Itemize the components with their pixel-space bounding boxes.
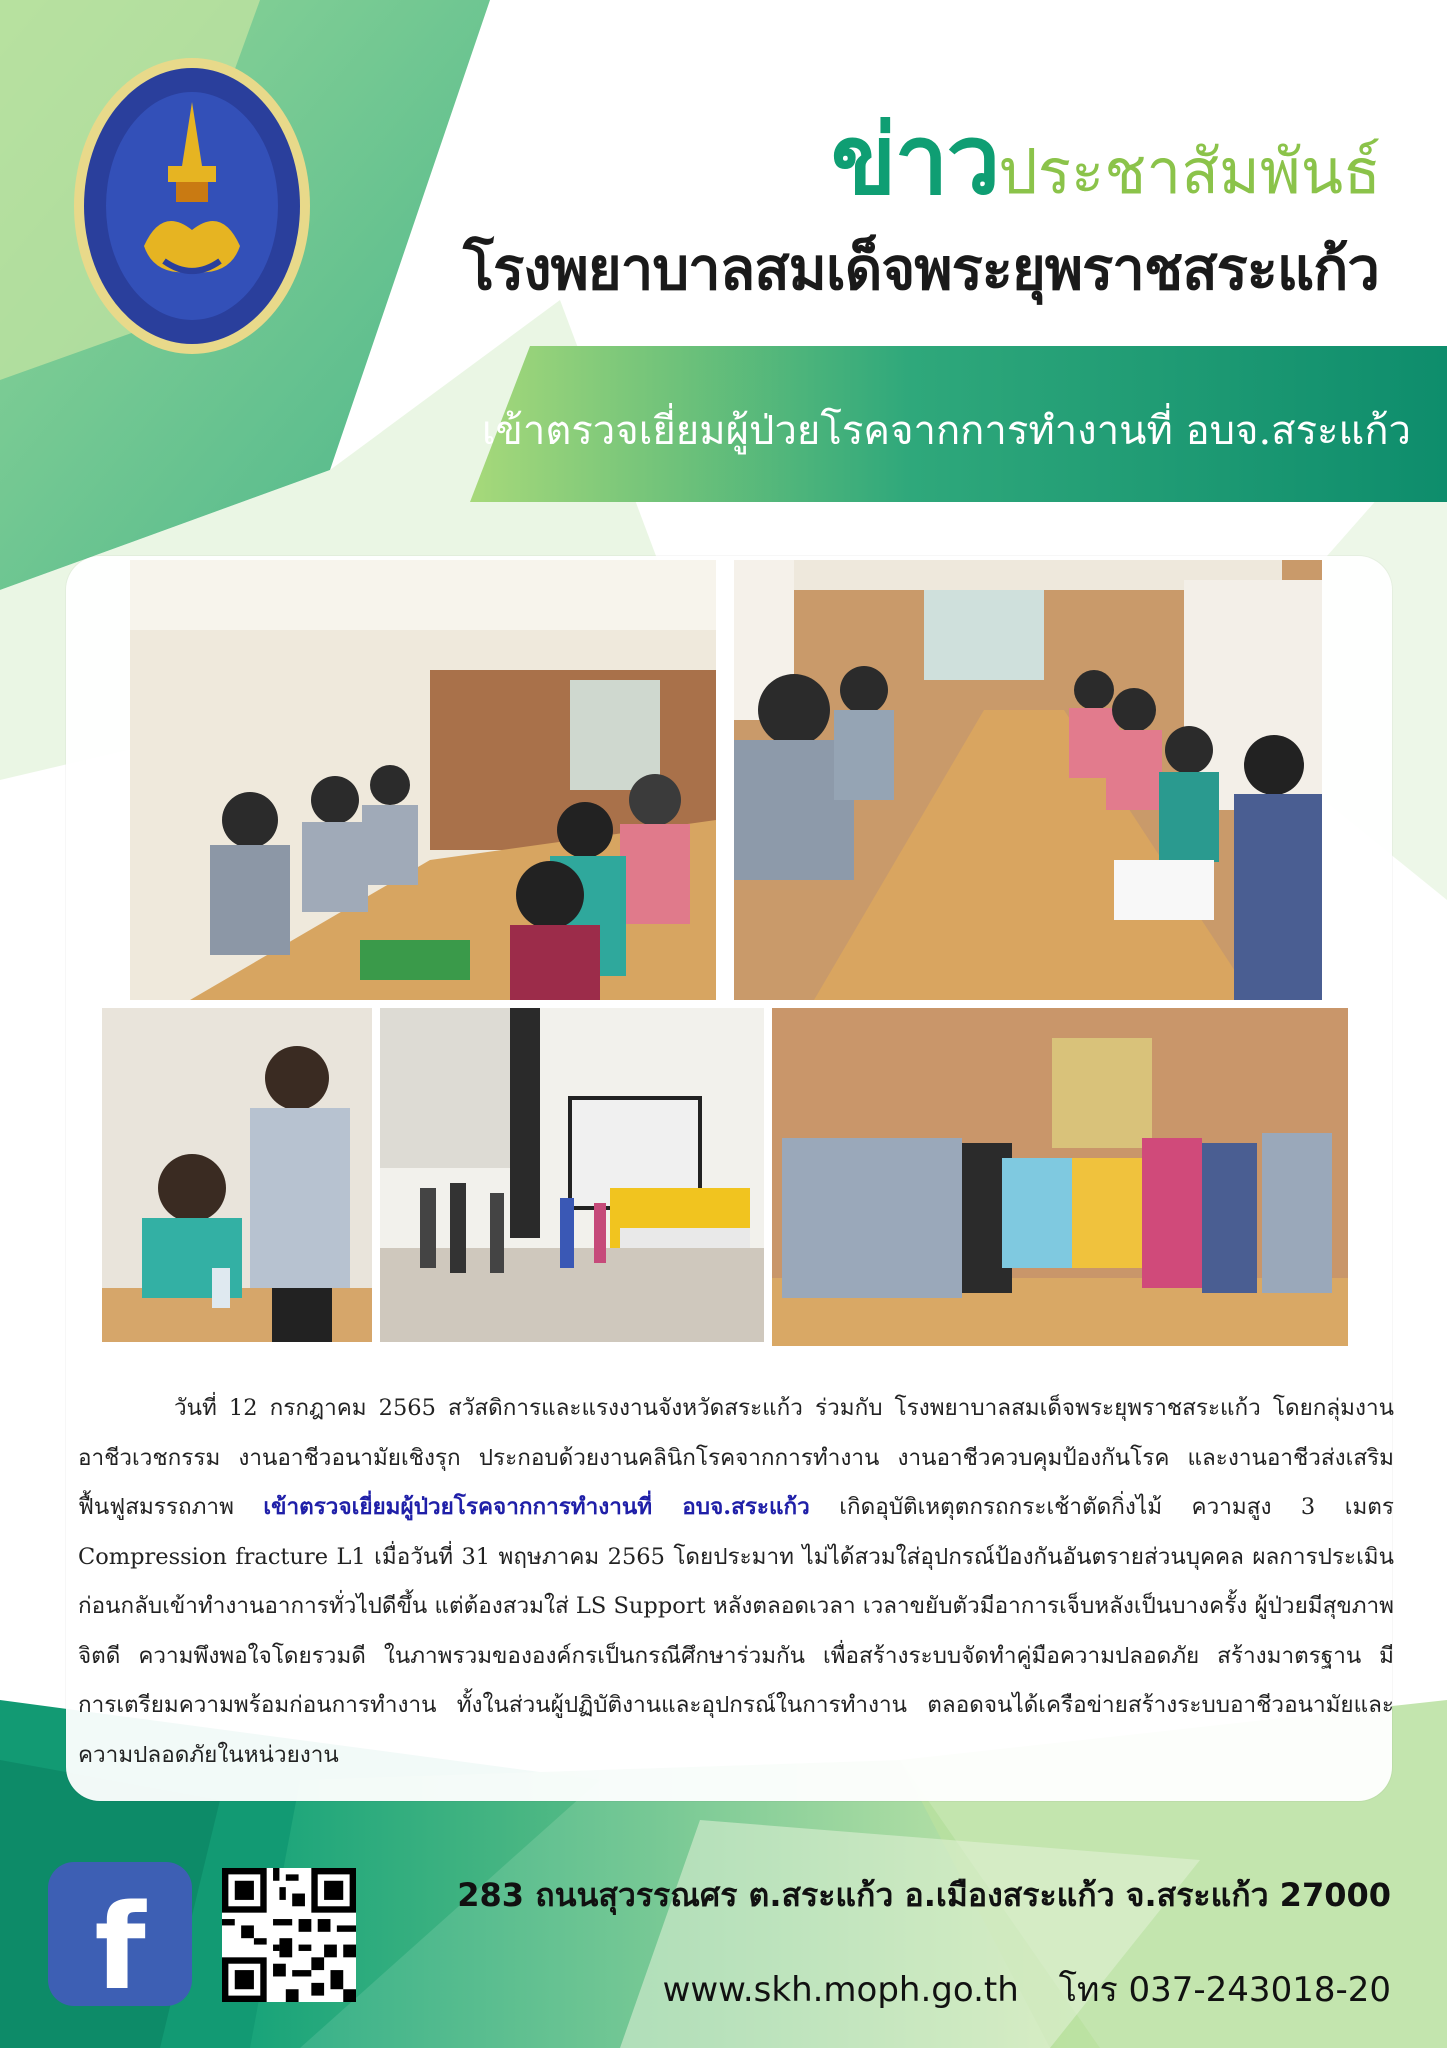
group-photo: [772, 1008, 1348, 1346]
phone-number: โทร 037-243018-20: [1058, 1970, 1391, 2010]
article-highlight: เข้าตรวจเยี่ยมผู้ป่วยโรคจากการทำงานที่ อบจ.สระแก้ว: [263, 1494, 810, 1520]
hospital-logo: [72, 56, 312, 356]
banner-title: เข้าตรวจเยี่ยมผู้ป่วยโรคจากการทำงานที่ อบจ.สระแก้ว: [481, 408, 1411, 454]
pr-word: ประชาสัมพันธ์: [998, 135, 1381, 208]
news-heading: [830, 104, 1381, 216]
meeting-room-photo-2: [734, 560, 1322, 1000]
facebook-icon[interactable]: f: [48, 1862, 192, 2006]
worksite-truck-photo: [380, 1008, 764, 1342]
article-text-part1: วันที่ 12 กรกฎาคม 2565 สวัสดิการและแรงงานจังหวัดสระแก้ว ร่วมกับ โรงพยาบาลสมเด็จพระยุพราชสระแก้ว โดยกลุ่มงานอาชีวเวชกรรม งานอาชีวอนามัยเชิงรุก ประกอบด้วยงานคลินิกโรคจากการทำงาน งานอาชีวควบคุมป้องกันโรค และงานอาชีวส่งเสริมฟื้นฟูสมรรถภาพ: [78, 1395, 1394, 1520]
hospital-address: 283 ถนนสุวรรณศร ต.สระแก้ว อ.เมืองสระแก้ว จ.สระแก้ว 27000: [457, 1876, 1391, 1914]
news-word: ข่าว: [830, 104, 999, 216]
article-text-part2: เกิดอุบัติเหตุตกรถกระเช้าตัดกิ่งไม้ ความสูง 3 เมตร Compression fracture L1 เมื่อวันที่ 31 พฤษภาคม 2565 โดยประมาท ไม่ได้สวมใส่อุปกรณ์ป้องกันอันตรายส่วนบุคคล ผลการประเมินก่อนกลับเข้าทำงานอาการทั่วไปดีขึ้น แต่ต้องสวมใส่ LS Support หลังตลอดเวลา เวลาขยับตัวมีอาการเจ็บหลังเป็นบางครั้ง ผู้ป่วยมีสุขภาพจิตดี ความพึงพอใจโดยรวมดี ในภาพรวมขององค์กรเป็นกรณีศึกษาร่วมกัน เพื่อสร้างระบบจัดทำคู่มือความปลอดภัย สร้างมาตรฐาน มีการเตรียมความพร้อมก่อนการทำงาน ทั้งในส่วนผู้ปฏิบัติงานและอุปกรณ์ในการทำงาน ตลอดจนได้เครือข่ายสร้างระบบอาชีวอนามัยและความปลอดภัยในหน่วยงาน: [78, 1494, 1394, 1768]
article-paragraph: [78, 1384, 1394, 1780]
qr-code-icon: [222, 1868, 356, 2002]
contact-line: [663, 1962, 1391, 2016]
hospital-name: โรงพยาบาลสมเด็จพระยุพราชสระแก้ว: [462, 235, 1379, 303]
patient-visit-photo: [102, 1008, 372, 1342]
article-body: [78, 1384, 1394, 1780]
meeting-room-photo-1: [130, 560, 716, 1000]
website-link[interactable]: www.skh.moph.go.th: [662, 1970, 1019, 2010]
